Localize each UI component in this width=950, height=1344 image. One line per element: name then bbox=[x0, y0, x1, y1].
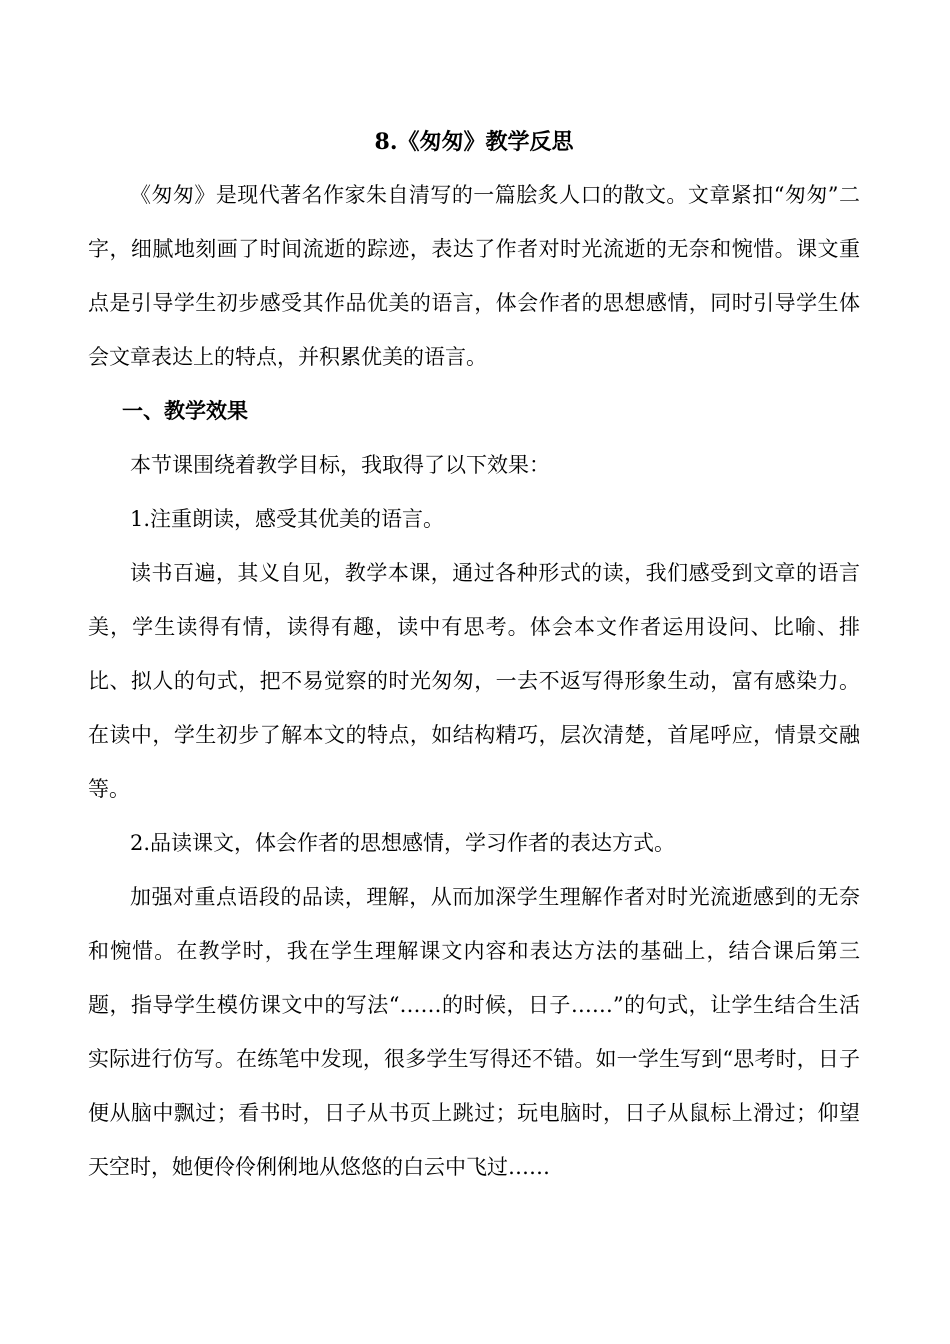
document-page bbox=[88, 120, 860, 1194]
intro-paragraph: 《匆匆》是现代著名作家朱自清写的一篇脍炙人口的散文。文章紧扣“匆匆”二字，细腻地刻画了时间流逝的踪迹，表达了作者对时光流逝的无奈和惋惜。课文重点是引导学生初步感受其作品优美的语言，体会作者的思想感情，同时引导学生体会文章表达上的特点，并积累优美的语言。 bbox=[88, 183, 860, 369]
point-1-body: 读书百遍，其义自见，教学本课，通过各种形式的读，我们感受到文章的语言美，学生读得有情，读得有趣，读中有思考。体会本文作者运用设问、比喻、排比、拟人的句式，把不易觉察的时光匆匆，一去不返写得形象生动，富有感染力。在读中，学生初步了解本文的特点，如结构精巧，层次清楚，首尾呼应，情景交融等。 bbox=[88, 561, 860, 801]
point-1-title: 1.注重朗读，感受其优美的语言。 bbox=[130, 507, 445, 531]
section-heading-teaching-effect: 一、教学效果 bbox=[122, 398, 248, 423]
document-title: 8.《匆匆》教学反思 bbox=[374, 129, 574, 155]
point-2-title: 2.品读课文，体会作者的思想感情，学习作者的表达方式。 bbox=[130, 831, 676, 855]
section-lead-paragraph: 本节课围绕着教学目标，我取得了以下效果： bbox=[130, 453, 550, 477]
point-2-body: 加强对重点语段的品读，理解，从而加深学生理解作者对时光流逝感到的无奈和惋惜。在教学时，我在学生理解课文内容和表达方法的基础上，结合课后第三题，指导学生模仿课文中的写法“……的时候，日子……”的句式，让学生结合生活实际进行仿写。在练笔中发现，很多学生写得还不错。如一学生写到“思考时，日子便从脑中飘过；看书时，日子从书页上跳过；玩电脑时，日子从鼠标上滑过；仰望天空时，她便伶伶俐俐地从悠悠的白云中飞过…… bbox=[88, 885, 860, 1179]
